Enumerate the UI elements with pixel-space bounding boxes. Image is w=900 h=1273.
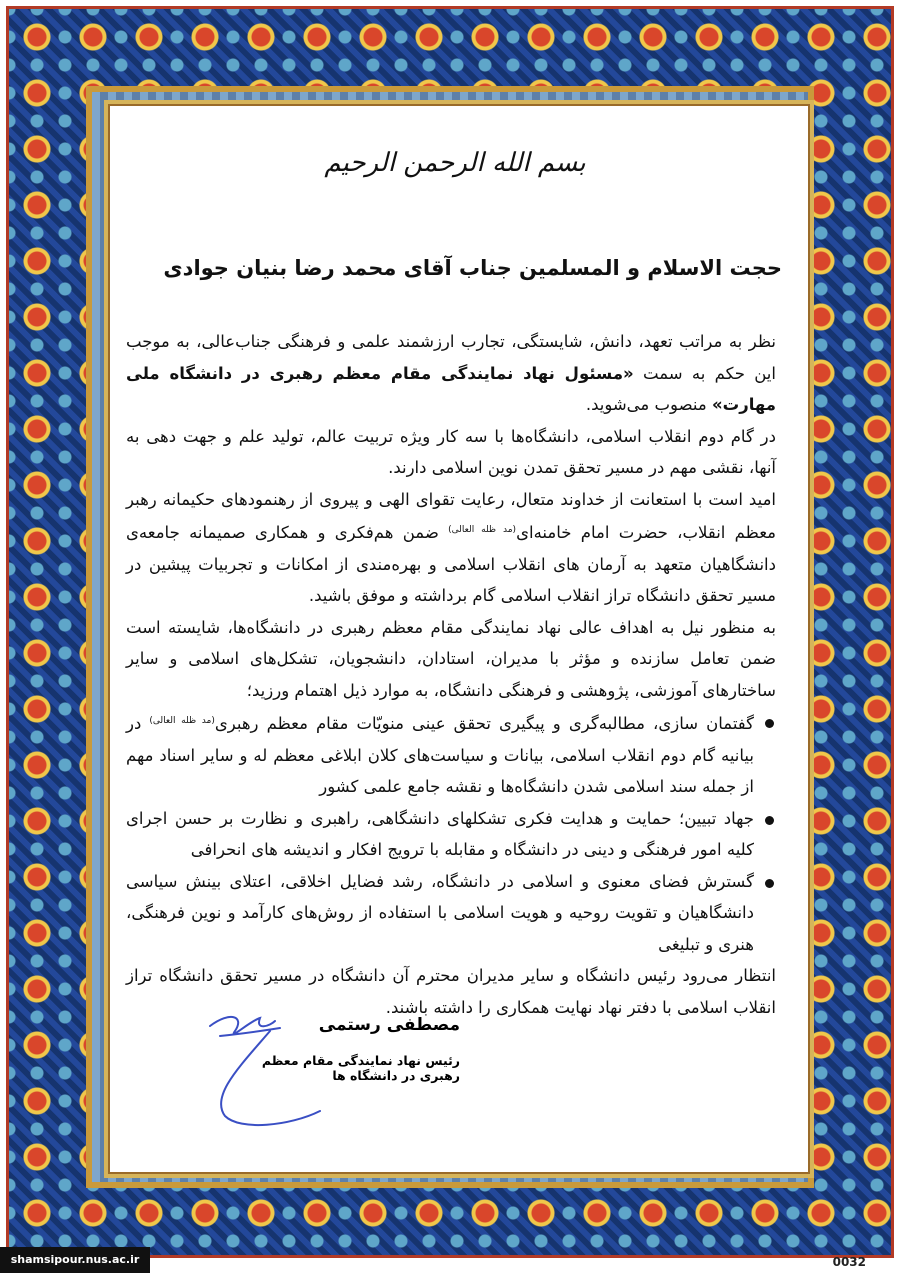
letter-body xyxy=(120,326,790,1023)
site-watermark: shamsipour.nus.ac.ir xyxy=(0,1247,150,1273)
letter-content xyxy=(120,140,790,1023)
list-item: گسترش فضای معنوی و اسلامی در دانشگاه، رشد فضایل اخلاقی، اعتلای بینش سیاسی دانشگاهیان و تقویت روحیه و هویت اسلامی با استفاده از روش‌های کارآمد و نوین فرهنگی، هنری و تبلیغی xyxy=(126,866,776,961)
paragraph-closing: انتظار می‌رود رئیس دانشگاه و سایر مدیران محترم آن دانشگاه در مسیر تحقق دانشگاه تراز انقلاب اسلامی با دفتر نهاد نهایت همکاری را داشته باشند. xyxy=(126,966,776,1017)
list-item: جهاد تبیین؛ حمایت و هدایت فکری تشکلهای دانشگاهی، راهبری و نظارت بر حسن اجرای کلیه امور فرهنگی و دینی در دانشگاه و مقابله با ترویج افکار و اندیشه های انحرافی xyxy=(126,803,776,866)
paragraph-appointment: نظر به مراتب تعهد، دانش، شایستگی، تجارب ارزشمند علمی و فرهنگی جناب‌عالی، به موجب این حکم به سمت «مسئول نهاد نمایندگی مقام معظم رهبری در دانشگاه ملی مهارت» منصوب می‌شوید. xyxy=(126,332,776,414)
paragraph-context: در گام دوم انقلاب اسلامی، دانشگاه‌ها با سه کار ویژه تربیت عالم، تولید علم و جهت دهی به آنها، نقشی مهم در مسیر تحقق تمدن نوین اسلامی دارند. xyxy=(126,426,776,477)
paragraph-duties-intro: به منظور نیل به اهداف عالی نهاد نمایندگی مقام معظم رهبری در دانشگاه‌ها، شایسته است ضمن تعامل سازنده و مؤثر با مدیران، استادان، دانشجویان، تشکل‌های اسلامی و سایر ساختارهای آموزشی، پژوهشی و فرهنگی دانشگاه، به موارد ذیل اهتمام ورزید؛ xyxy=(126,617,776,700)
signature-block xyxy=(220,1015,460,1083)
list-item: گفتمان سازی، مطالبه‌گری و پیگیری تحقق عینی منویّات مقام معظم رهبری$^{(مد ظله العالی)}$ در بیانیه گام دوم انقلاب اسلامی، بیانات و سیاست‌های کلان ابلاغی معظم له و سایر اسناد مهم از جمله سند اسلامی شدن دانشگاه‌ها و نقشه جامع علمی کشور xyxy=(126,706,776,803)
duties-list xyxy=(126,706,776,960)
signatory-name: مصطفی رستمی xyxy=(318,1015,460,1035)
signatory-title: رئیس نهاد نمایندگی مقام معظم رهبری در دانشگاه ها xyxy=(261,1053,460,1083)
addressee-line: حجت الاسلام و المسلمین جناب آقای محمد رضا بنیان جوادی xyxy=(163,256,782,280)
serial-number: 0032 xyxy=(832,1255,866,1269)
bismillah-calligraphy: بسم الله الرحمن الرحیم xyxy=(324,148,586,178)
paragraph-hope: امید است با استعانت از خداوند متعال، رعایت تقوای الهی و پیروی از رهنمودهای حکیمانه رهبر معظم انقلاب، حضرت امام خامنه‌ای$^{(مد ظله العالی)}$ ضمن هم‌فکری و همکاری صمیمانه جامعه‌ی دانشگاهیان متعهد به آرمان های انقلاب اسلامی و بهره‌مندی از امکانات و تجربیات پیشین در مسیر تحقق دانشگاه تراز انقلاب اسلامی گام برداشته و موفق باشید. xyxy=(126,489,776,605)
appointed-position: «مسئول نهاد نمایندگی مقام معظم رهبری در دانشگاه ملی مهارت» xyxy=(126,363,776,414)
